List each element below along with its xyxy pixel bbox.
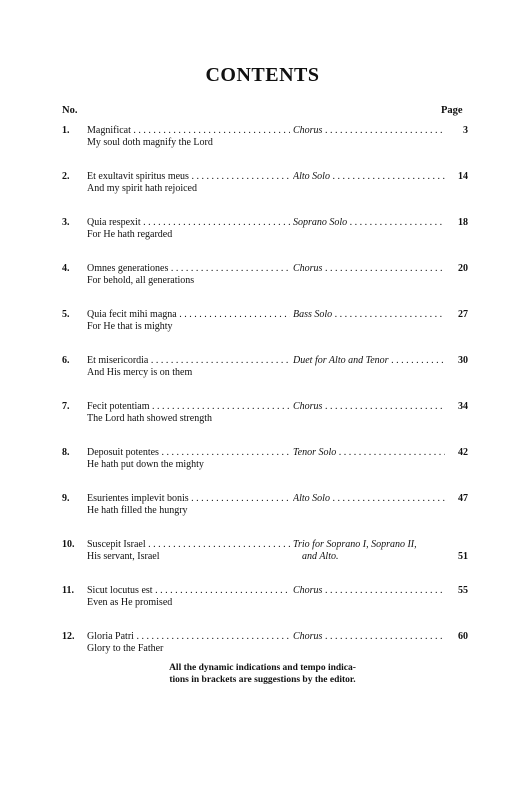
entry-number: 9. [62, 493, 70, 504]
entry-voicing: Chorus . . . [293, 631, 445, 642]
contents-entry-6 [0, 355, 525, 395]
entry-english-title: He hath put down the mighty [87, 459, 204, 470]
entry-voicing: Alto Solo . . . [293, 171, 445, 182]
entry-page: 30 [458, 355, 468, 366]
entry-voicing-continued: and Alto. [302, 551, 339, 562]
contents-entry-9 [0, 493, 525, 533]
contents-entry-2 [0, 171, 525, 211]
entry-number: 3. [62, 217, 70, 228]
entry-english-title: And my spirit hath rejoiced [87, 183, 197, 194]
entry-english-title: My soul doth magnify the Lord [87, 137, 213, 148]
entry-latin-title: Quia fecit mihi magna . . . [87, 309, 290, 320]
entry-latin-title: Gloria Patri . . . [87, 631, 290, 642]
entry-page: 18 [458, 217, 468, 228]
entry-number: 6. [62, 355, 70, 366]
entry-page: 3 [463, 125, 468, 136]
entry-page: 14 [458, 171, 468, 182]
entry-page: 34 [458, 401, 468, 412]
contents-entry-7 [0, 401, 525, 441]
contents-entry-4 [0, 263, 525, 303]
entry-latin-title: Deposuit potentes . . . [87, 447, 290, 458]
page-title: CONTENTS [205, 64, 320, 86]
contents-entry-8 [0, 447, 525, 487]
entry-latin-title: Suscepit Israel . . . [87, 539, 290, 550]
entry-latin-title: Esurientes implevit bonis . . . [87, 493, 290, 504]
entry-page: 55 [458, 585, 468, 596]
entry-latin-title: Magnificat . . . [87, 125, 290, 136]
entry-english-title: For He that is mighty [87, 321, 173, 332]
entry-english-title: His servant, Israel [87, 551, 160, 562]
entry-voicing: Bass Solo . . . [293, 309, 445, 320]
contents-entry-1 [0, 125, 525, 165]
entry-page: 20 [458, 263, 468, 274]
editor-note [0, 662, 525, 686]
entry-number: 11. [62, 585, 74, 596]
entry-number: 7. [62, 401, 70, 412]
entry-voicing: Tenor Solo . . . [293, 447, 445, 458]
entry-voicing: Alto Solo . . . [293, 493, 445, 504]
entry-latin-title: Fecit potentiam . . . [87, 401, 290, 412]
entry-latin-title: Omnes generationes . . . [87, 263, 290, 274]
entry-latin-title: Quia respexit . . . [87, 217, 290, 228]
entry-voicing: Chorus . . . [293, 125, 445, 136]
entry-latin-title: Sicut locutus est . . . [87, 585, 290, 596]
entry-number: 2. [62, 171, 70, 182]
entry-voicing: Duet for Alto and Tenor . . . [293, 355, 445, 366]
entry-number: 4. [62, 263, 70, 274]
entry-english-title: Even as He promised [87, 597, 173, 608]
entry-english-title: And His mercy is on them [87, 367, 193, 378]
entry-voicing: Chorus . . . [293, 585, 445, 596]
entry-voicing: Chorus . . . [293, 401, 445, 412]
entry-page: 60 [458, 631, 468, 642]
entry-page: 51 [458, 551, 468, 562]
entry-english-title: He hath filled the hungry [87, 505, 188, 516]
contents-entry-5 [0, 309, 525, 349]
entry-latin-title: Et misericordia . . . [87, 355, 290, 366]
entry-english-title: The Lord hath showed strength [87, 413, 212, 424]
entry-english-title: For He hath regarded [87, 229, 173, 240]
entry-english-title: For behold, all generations [87, 275, 195, 286]
contents-entry-11 [0, 585, 525, 625]
entry-number: 12. [62, 631, 75, 642]
entry-number: 8. [62, 447, 70, 458]
entry-voicing: Trio for Soprano I, Soprano II, [293, 539, 417, 550]
editor-note-line: All the dynamic indications and tempo indica- [169, 663, 356, 673]
contents-entry-3 [0, 217, 525, 257]
entry-number: 1. [62, 125, 70, 136]
entry-latin-title: Et exultavit spiritus meus . . . [87, 171, 290, 182]
entry-page: 27 [458, 309, 468, 320]
entry-page: 47 [458, 493, 468, 504]
number-column-header: No. [62, 105, 78, 116]
page-column-header: Page [441, 105, 463, 116]
entry-voicing: Soprano Solo . . . [293, 217, 445, 228]
entry-number: 10. [62, 539, 75, 550]
contents-entry-10 [0, 539, 525, 579]
entry-english-title: Glory to the Father [87, 643, 164, 654]
entry-voicing: Chorus . . . [293, 263, 445, 274]
editor-note-line: tions in brackets are suggestions by the editor. [169, 675, 356, 685]
entry-page: 42 [458, 447, 468, 458]
entry-number: 5. [62, 309, 70, 320]
